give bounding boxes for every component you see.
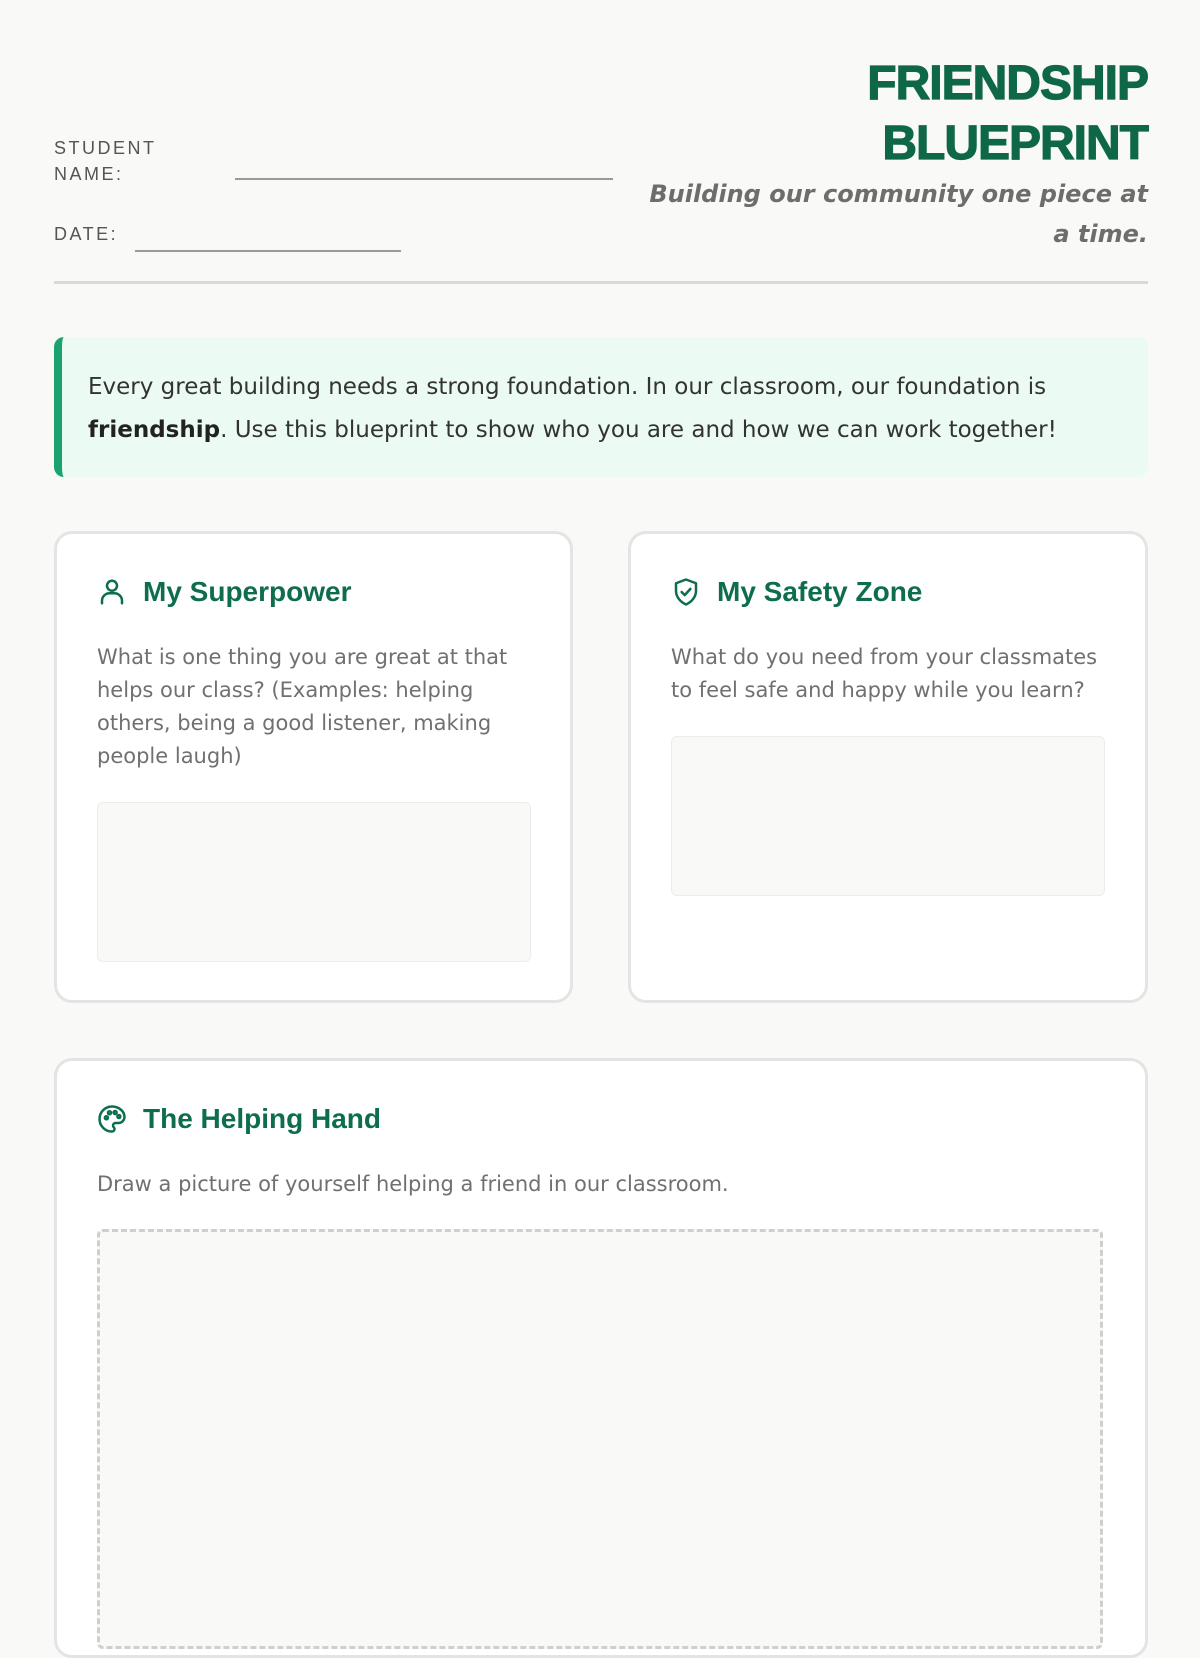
helping-hand-title: The Helping Hand: [143, 1103, 381, 1134]
safety-zone-card: [628, 531, 1148, 1003]
page-title: [668, 54, 1148, 174]
safety-zone-header: [671, 576, 922, 608]
superpower-prompt: What is one thing you are great at that helps our class? (Examples: helping others, being a good listener, making people laugh): [97, 645, 508, 768]
safety-zone-prompt: What do you need from your classmates to feel safe and happy while you learn?: [671, 645, 1098, 702]
intro-text-start: Every great building needs a strong foundation. In our classroom, our foundation is: [88, 374, 1047, 400]
drawing-area[interactable]: [97, 1229, 1103, 1649]
palette-icon: [97, 1104, 127, 1134]
helping-hand-header: [97, 1103, 381, 1135]
helping-hand-card: [54, 1058, 1148, 1658]
superpower-title: My Superpower: [143, 576, 352, 607]
date-label: DATE:: [54, 224, 119, 244]
student-name-label: STUDENT NAME:: [54, 138, 157, 184]
intro-callout: [54, 337, 1148, 477]
shield-check-icon: [671, 577, 701, 607]
person-icon: [97, 577, 127, 607]
intro-text-end: . Use this blueprint to show who you are and how we can work together!: [220, 417, 1057, 443]
intro-emphasis: friendship: [88, 417, 221, 443]
safety-zone-answer-box[interactable]: [671, 736, 1105, 896]
superpower-answer-box[interactable]: [97, 802, 531, 962]
student-name-field[interactable]: [235, 178, 613, 180]
helping-hand-prompt: Draw a picture of yourself helping a friend in our classroom.: [97, 1172, 729, 1196]
safety-zone-title: My Safety Zone: [717, 576, 923, 607]
superpower-header: [97, 576, 351, 608]
date-field[interactable]: [135, 250, 401, 252]
page-subtitle: Building our community one piece at a time.: [649, 180, 1148, 248]
title-line-1: FRIENDSHIP: [867, 57, 1148, 110]
title-line-2: BLUEPRINT: [882, 117, 1148, 170]
worksheet-page: [54, 0, 1148, 1600]
worksheet-header: [54, 0, 1148, 284]
superpower-card: [54, 531, 573, 1003]
